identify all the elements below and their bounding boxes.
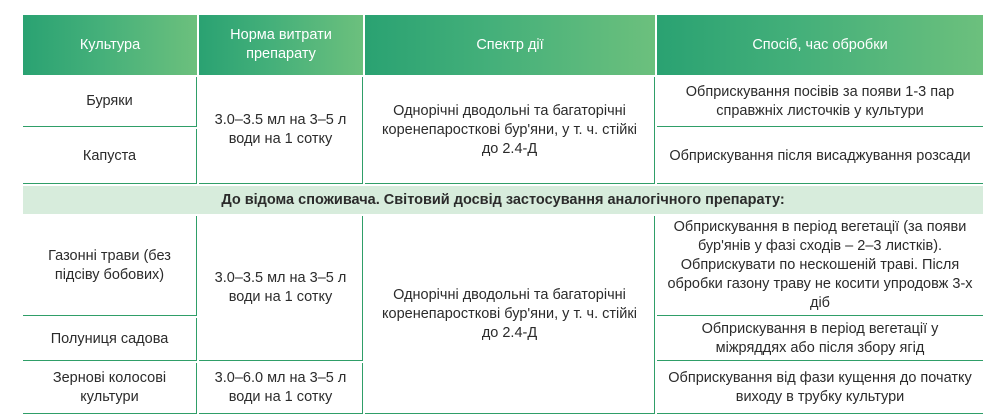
consumer-note-row bbox=[23, 186, 983, 214]
method-cell-beet: Обприскування посівів за появи 1-3 пар справжніх листочків у культури bbox=[657, 77, 983, 127]
rate-cell: 3.0–3.5 мл на 3–5 л води на 1 сотку bbox=[199, 216, 363, 361]
header-crop: Культура bbox=[23, 15, 197, 75]
spectrum-cell: Однорічні дводольні та багаторічні коренепаросткові бур'яни, у т. ч. стійкі до 2.4-Д bbox=[365, 216, 655, 414]
consumer-note: До відома споживача. Світовий досвід застосування аналогічного препарату: bbox=[23, 186, 983, 214]
crop-cell-lawn: Газонні трави (без підсіву бобових) bbox=[23, 216, 197, 316]
method-cell-lawn: Обприскування в період вегетації (за появи бур'янів у фазі сходів – 2–3 листків). Обприскувати по нескошеній траві. Після обробки газону траву не косити упродовж 3-х діб bbox=[657, 216, 983, 316]
regulation-table-container bbox=[21, 13, 983, 416]
header-rate: Норма витрати препарату bbox=[199, 15, 363, 75]
method-cell-cereals: Обприскування від фази кущення до початку виходу в трубку культури bbox=[657, 363, 983, 414]
crop-cell-cabbage: Капуста bbox=[23, 129, 197, 184]
crop-cell-strawberry: Полуниця садова bbox=[23, 318, 197, 361]
table-row bbox=[23, 216, 983, 316]
crop-cell-cereals: Зернові колосові культури bbox=[23, 363, 197, 414]
rate-cell: 3.0–3.5 мл на 3–5 л води на 1 сотку bbox=[199, 77, 363, 184]
header-spectrum: Спектр дії bbox=[365, 15, 655, 75]
crop-cell-beet: Буряки bbox=[23, 77, 197, 127]
method-cell-cabbage: Обприскування після висаджування розсади bbox=[657, 129, 983, 184]
rate-cell-cereals: 3.0–6.0 мл на 3–5 л води на 1 сотку bbox=[199, 363, 363, 414]
header-method: Спосіб, час обробки bbox=[657, 15, 983, 75]
method-cell-strawberry: Обприскування в період вегетації у міжряддях або після збору ягід bbox=[657, 318, 983, 361]
table-row bbox=[23, 77, 983, 127]
application-table bbox=[21, 13, 985, 416]
header-row bbox=[23, 15, 983, 75]
spectrum-cell: Однорічні дводольні та багаторічні коренепаросткові бур'яни, у т. ч. стійкі до 2.4-Д bbox=[365, 77, 655, 184]
